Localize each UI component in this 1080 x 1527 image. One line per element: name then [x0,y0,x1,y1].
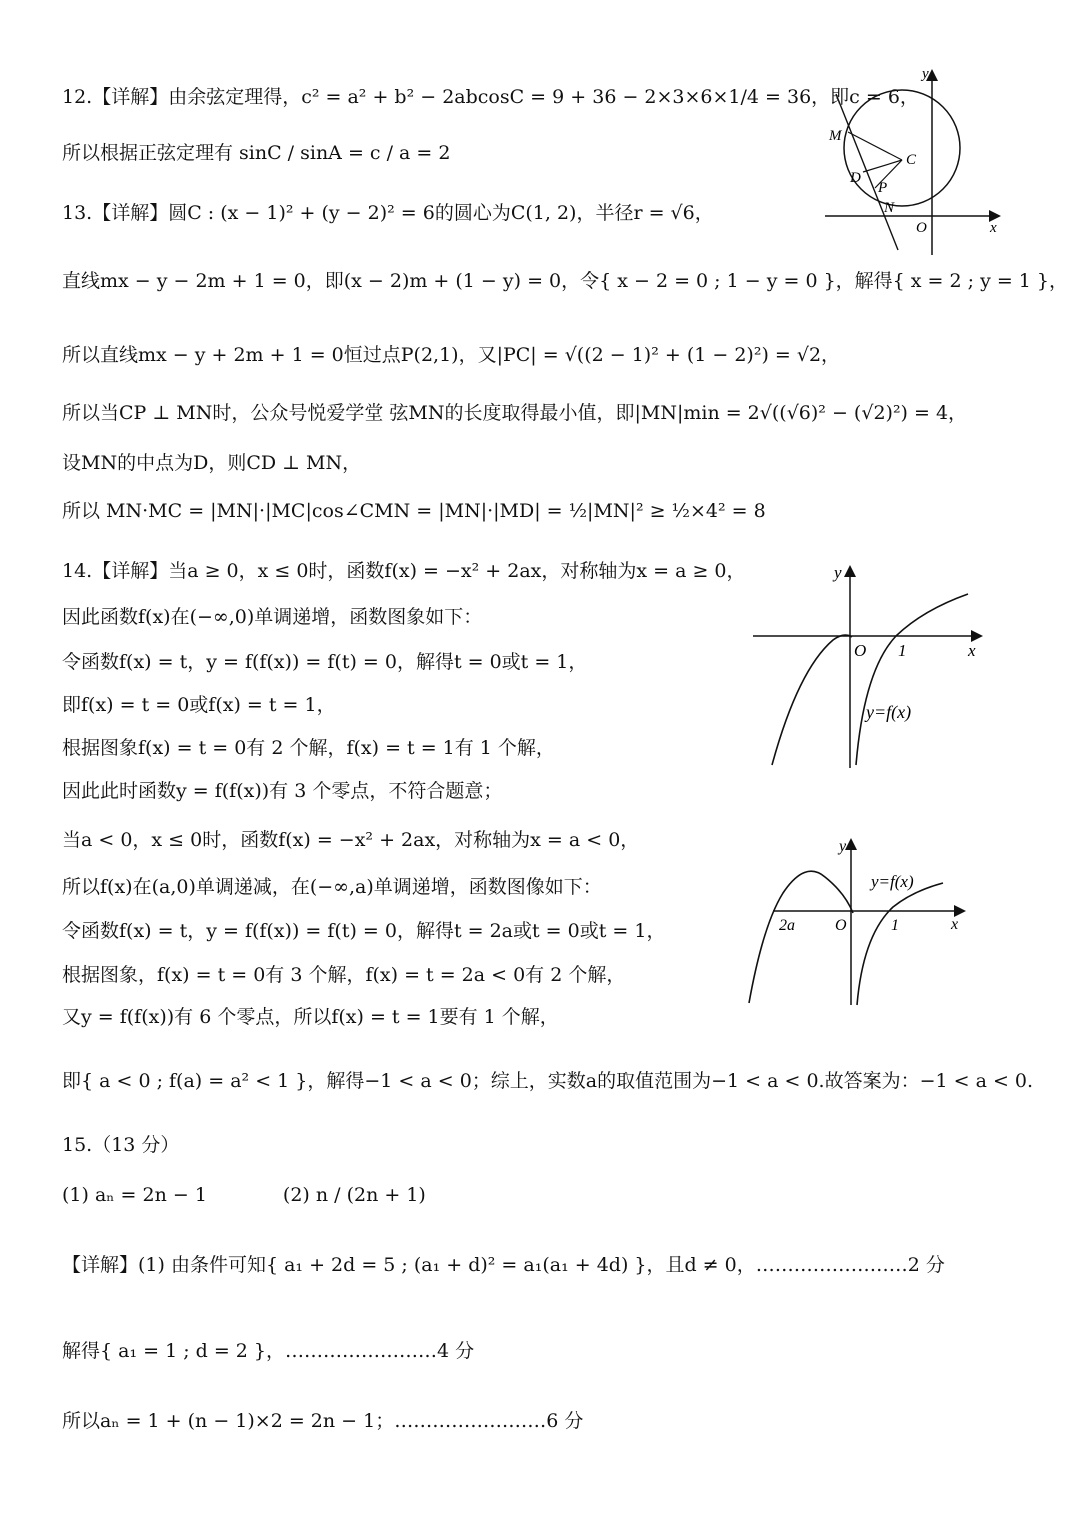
fig3-o-label: O [835,917,847,934]
q14-line12: 即{ a < 0 ; f(a) = a² < 1 }，解得−1 < a < 0；综上，实数a的取值范围为−1 < a < 0.故答案为：−1 < a < 0. [62,1070,1034,1092]
fig2-y-label: y [834,563,842,582]
fig2-x-label: x [968,641,976,660]
fig1-m-label: M [829,128,842,144]
q13-line3: 所以直线mx − y + 2m + 1 = 0恒过点P(2,1)，又|PC| = √((2 − 1)² + (1 − 2)²) = √2， [62,344,841,366]
circle-figure [820,60,1010,260]
fig1-n-label: N [884,200,895,216]
q14-line9: 令函数f(x) = t，y = f(f(x)) = f(t) = 0，解得t = 2a或t = 0或t = 1， [62,920,666,942]
q14-line8: 所以f(x)在(a,0)单调递减，在(−∞,a)单调递增，函数图像如下： [62,876,602,898]
graph1-figure [748,560,998,775]
fig1-p-label: P [878,180,888,196]
q14-line10: 根据图象，f(x) = t = 0有 3 个解，f(x) = t = 2a < 0有 2 个解， [62,964,626,986]
circle-c [844,90,960,206]
q15-step2: 解得{ a₁ = 1 ; d = 2 }，……………………4 分 [62,1340,475,1362]
right-curve [856,594,968,765]
q14-line11: 又y = f(f(x))有 6 个零点，所以f(x) = t = 1要有 1 个解， [62,1006,559,1028]
fig1-c-label: C [906,152,917,168]
fig1-d-label: D [850,170,861,186]
q12-line2: 所以根据正弦定理有 sinC / sinA = c / a = 2 [62,142,451,164]
q13-line4: 所以当CP ⊥ MN时，公众号悦爱学堂 弦MN的长度取得最小值，即|MN|min = 2√((√6)² − (√2)²) = 4， [62,402,968,424]
fig3-x-label: x [951,916,959,933]
q15-answers: (1) aₙ = 2n − 1 (2) n / (2n + 1) [62,1184,426,1206]
fig2-fx-label: y=f(x) [866,702,912,722]
q14-line5: 根据图象f(x) = t = 0有 2 个解，f(x) = t = 1有 1 个解， [62,737,555,759]
fig3-one-label: 1 [891,917,899,934]
right-curve [857,883,943,1005]
q15-title: 15.（13 分） [62,1134,180,1156]
q14-line2: 因此函数f(x)在(−∞,0)单调递增，函数图象如下： [62,606,483,628]
fig2-one-label: 1 [898,641,907,660]
q14-line7: 当a < 0，x ≤ 0时，函数f(x) = −x² + 2ax，对称轴为x = a < 0， [62,829,640,851]
left-curve [772,635,852,765]
q13-line6: 所以 MN·MC = |MN|·|MC|cos∠CMN = |MN|·|MD| = ½|MN|² ≥ ½×4² = 8 [62,500,766,522]
q13-line1: 13.【详解】圆C : (x − 1)² + (y − 2)² = 6的圆心为C(1, 2)，半径r = √6， [62,202,714,224]
q12-line1: 12.【详解】由余弦定理得，c² = a² + b² − 2abcosC = 9 + 36 − 2×3×6×1/4 = 36，即c = 6， [62,86,919,108]
q14-line1: 14.【详解】当a ≥ 0，x ≤ 0时，函数f(x) = −x² + 2ax，对称轴为x = a ≥ 0， [62,560,746,582]
q13-line2: 直线mx − y − 2m + 1 = 0，即(x − 2)m + (1 − y) = 0，令{ x − 2 = 0 ; 1 − y = 0 }，解得{ x = 2 ; y = 1 }， [62,270,1069,292]
fig2-o-label: O [854,641,867,660]
parabola-curve [749,871,853,1003]
q13-line5: 设MN的中点为D，则CD ⊥ MN， [62,452,362,474]
q15-step1: 【详解】(1) 由条件可知{ a₁ + 2d = 5 ; (a₁ + d)² = a₁(a₁ + 4d) }，且d ≠ 0，……………………2 分 [62,1254,945,1276]
graph2-figure [745,835,975,1010]
chord-line [836,94,898,250]
fig3-fx-label: y=f(x) [871,872,914,891]
fig1-x-label: x [990,220,997,236]
fig1-o-label: O [916,220,927,236]
q14-line6: 因此此时函数y = f(f(x))有 3 个零点，不符合题意； [62,780,503,802]
q14-line3: 令函数f(x) = t，y = f(f(x)) = f(t) = 0，解得t = 0或t = 1， [62,651,588,673]
q14-line4: 即f(x) = t = 0或f(x) = t = 1， [62,694,336,716]
q15-step3: 所以aₙ = 1 + (n − 1)×2 = 2n − 1；……………………6 分 [62,1410,584,1432]
fig3-y-label: y [839,838,847,855]
fig1-y-label: y [922,66,929,82]
fig3-2a-label: 2a [779,917,795,934]
